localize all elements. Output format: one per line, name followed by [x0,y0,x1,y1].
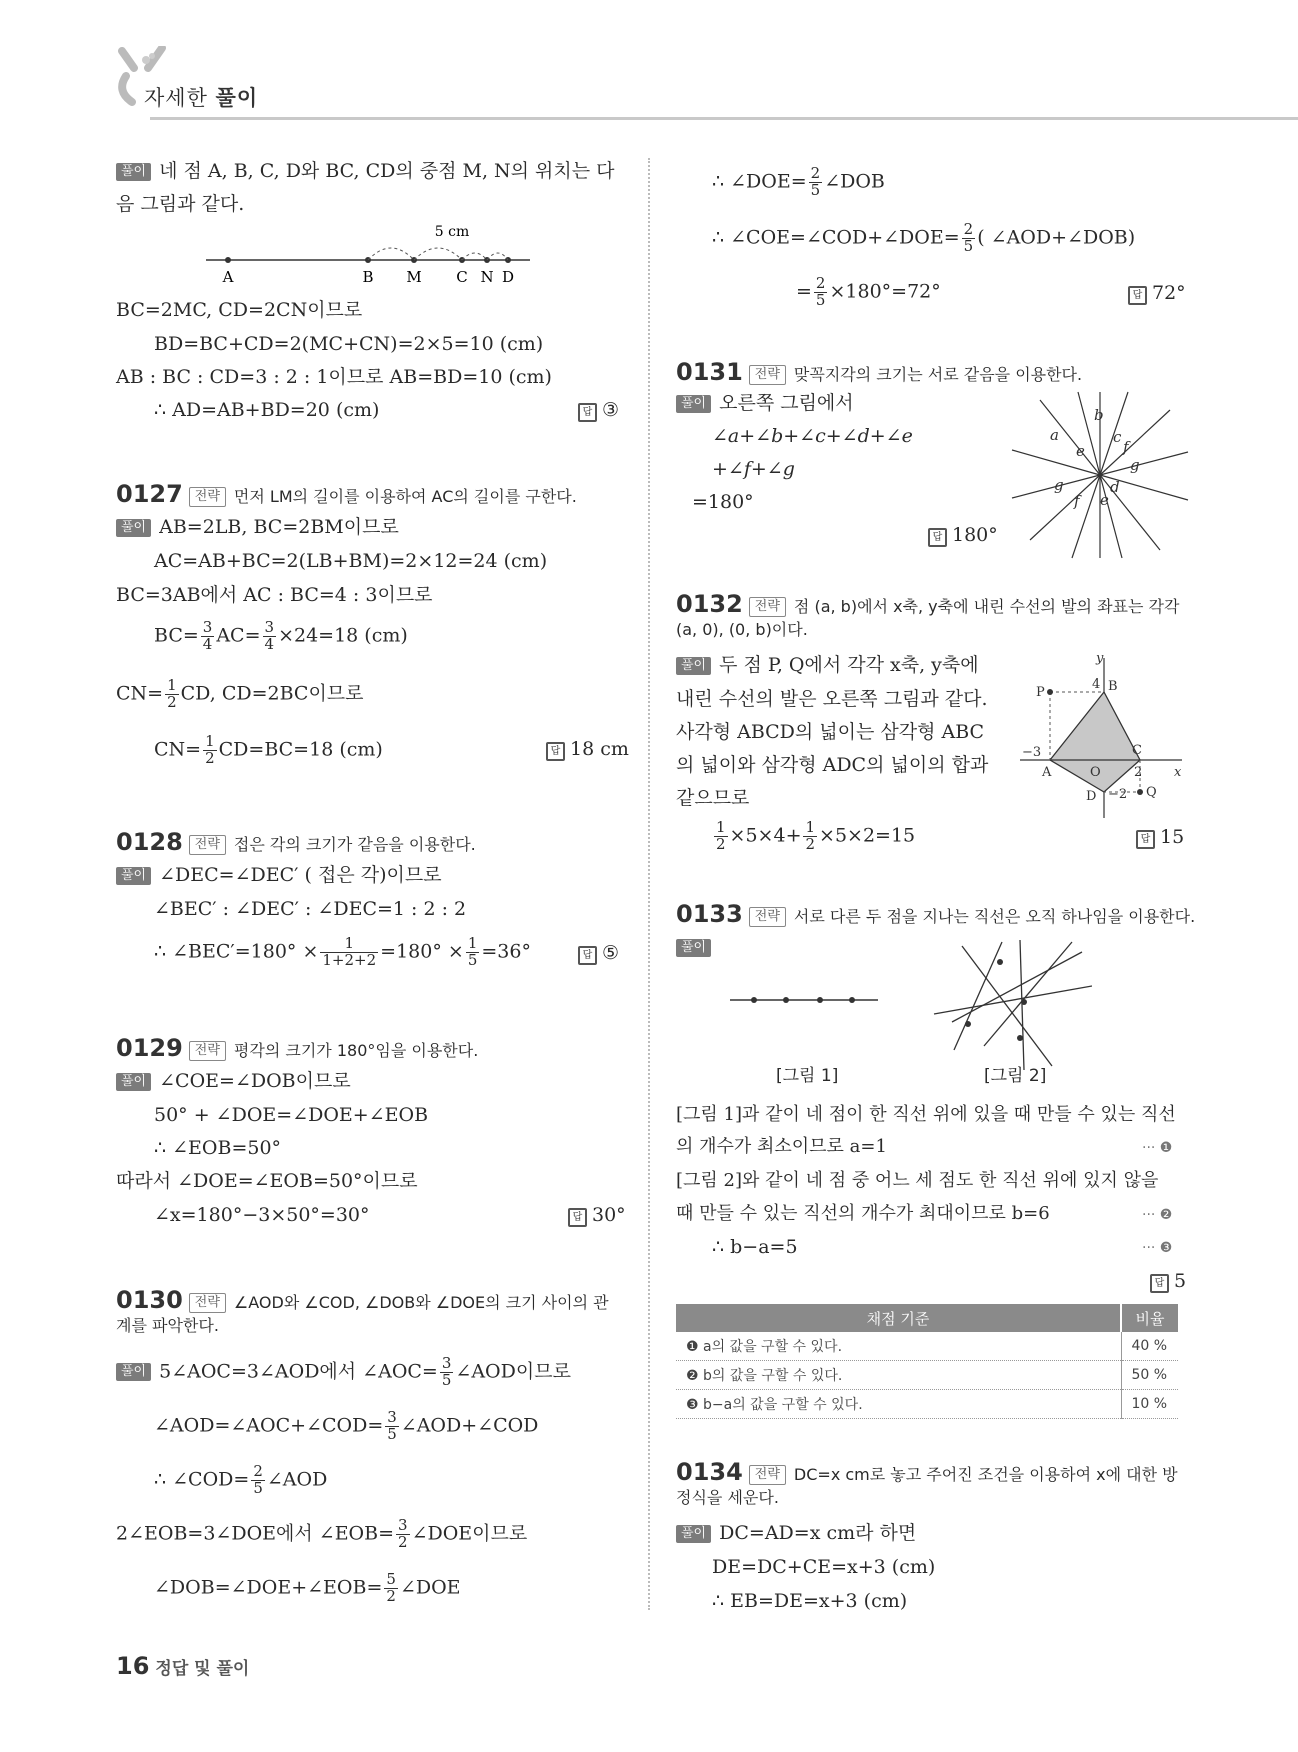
p0132-line4: 의 넓이와 삼각형 ADC의 넓이의 합과 [676,754,989,776]
p0130-line4: 2∠EOB=3∠DOE에서 ∠EOB= $\frac{3}{2}$ ∠DOE이므로 [116,1516,528,1551]
p0131-line2: ∠a+∠b+∠c+∠d+∠e [712,425,913,447]
p0127-line4: BC= $\frac{3}{4}$ AC= $\frac{3}{4}$ ×24=18 (cm) [154,618,408,653]
p0126-line1: 풀이 네 점 A, B, C, D와 BC, CD의 중점 M, N의 위치는 다 [116,160,615,183]
p0126-answer: 답 ③ [578,399,619,422]
page-number: 16 [116,1652,150,1680]
svg-text:O: O [1090,765,1101,780]
p0133-heading: 0133 전략 서로 다른 두 점을 지나는 직선은 오직 하나임을 이용한다. [676,900,1196,928]
p0134-line1: 풀이 DC=AD=x cm라 하면 [676,1522,916,1545]
p0130-line2: ∠AOD=∠AOC+∠COD= $\frac{3}{5}$ ∠AOD+∠COD [154,1408,539,1443]
p0126-line2: 음 그림과 같다. [116,193,245,215]
p0133-fig1-caption: [그림 1] [776,1066,839,1086]
p0130-strategy-cont: 계를 파악한다. [116,1316,219,1335]
svg-text:5 cm: 5 cm [434,224,470,240]
table-row: ❶ a의 값을 구할 수 있다. 40 % [676,1332,1178,1361]
p0133-figure1 [724,990,884,1010]
p0127-line6: CN= $\frac{1}{2}$ CD=BC=18 (cm) [154,732,383,767]
p0126-line6: ∴ AD=AB+BD=20 (cm) [154,399,380,421]
p0132-line1: 풀이 두 점 P, Q에서 각각 x축, y축에 [676,654,979,677]
svg-text:C: C [1132,743,1142,758]
p0133-step1: ··· ❶ [1142,1140,1173,1156]
svg-text:B: B [1108,679,1118,694]
p0133-line2: 의 개수가 최소이므로 a=1 [676,1136,887,1157]
p0129-answer: 답 30° [568,1204,626,1227]
svg-text:a: a [1050,426,1059,444]
p0134-strategy-cont: 정식을 세운다. [676,1488,779,1507]
svg-text:f: f [1123,438,1129,456]
page-footer [116,1652,249,1680]
p0132-line3: 사각형 ABCD의 넓이는 삼각형 ABC [676,721,985,743]
header-title: 자세한 풀이 [144,86,259,110]
p0132-heading: 0132 전략 점 (a, b)에서 x축, y축에 내린 수선의 발의 좌표는 각각 [676,590,1180,618]
p0130-line7: ∴ ∠COE=∠COD+∠DOE= $\frac{2}{5}$ ( ∠AOD+∠DOB) [712,220,1136,255]
svg-text:Q: Q [1146,785,1157,800]
p0131-angle-figure [1010,390,1190,560]
p0127-line2: AC=AB+BC=2(LB+BM)=2×12=24 (cm) [154,550,548,572]
p0127-heading: 0127 전략 먼저 LM의 길이를 이용하여 AC의 길이를 구한다. [116,480,577,508]
p0127-line1: 풀이 AB=2LB, BC=2BM이므로 [116,516,399,539]
svg-text:−3: −3 [1022,745,1042,760]
p0128-heading: 0128 전략 접은 각의 크기가 같음을 이용한다. [116,828,476,856]
p0131-answer: 답 180° [928,524,998,547]
p0129-line1: 풀이 ∠COE=∠DOB이므로 [116,1070,351,1093]
p0126-line4: BD=BC+CD=2(MC+CN)=2×5=10 (cm) [154,333,544,355]
svg-text:d: d [1110,478,1120,496]
p0130-answer: 답 72° [1128,282,1186,305]
p0127-line3: BC=3AB에서 AC : BC=4 : 3이므로 [116,584,433,606]
p0130-line3: ∴ ∠COD= $\frac{2}{5}$ ∠AOD [154,1462,328,1497]
svg-text:4: 4 [1092,677,1101,692]
p0131-line3: +∠f+∠g [712,458,795,480]
p0131-heading: 0131 전략 맞꼭지각의 크기는 서로 같음을 이용한다. [676,358,1083,386]
p0133-line5: ∴ b−a=5 [712,1236,798,1258]
p0130-line8: = $\frac{2}{5}$ ×180°=72° [796,274,941,309]
p0132-answer: 답 15 [1136,826,1184,849]
p0129-heading: 0129 전략 평각의 크기가 180°임을 이용한다. [116,1034,479,1062]
p0129-line4: 따라서 ∠DOE=∠EOB=50°이므로 [116,1170,418,1192]
svg-text:y: y [1096,652,1104,666]
p0128-line2: ∠BEC′ : ∠DEC′ : ∠DEC=1 : 2 : 2 [154,898,467,920]
svg-text:P: P [1036,685,1045,700]
p0133-sol-tag: 풀이 [676,936,719,959]
svg-text:g: g [1054,476,1064,494]
svg-text:c: c [1113,428,1122,446]
p0127-answer: 답 18 cm [546,738,629,761]
p0133-answer: 답 5 [1150,1270,1186,1293]
p0130-heading: 0130 전략 ∠AOD와 ∠COD, ∠DOB와 ∠DOE의 크기 사이의 관 [116,1286,609,1314]
p0130-line5: ∠DOB=∠DOE+∠EOB= $\frac{5}{2}$ ∠DOE [154,1570,461,1605]
p0133-figure2 [932,940,1092,1070]
p0129-line3: ∴ ∠EOB=50° [154,1137,282,1159]
svg-text:e: e [1100,491,1109,509]
svg-text:e: e [1076,442,1085,460]
svg-text:C: C [456,268,468,284]
p0134-line3: ∴ EB=DE=x+3 (cm) [712,1590,908,1612]
p0128-line3: ∴ ∠BEC′=180° × $\frac{1}{1+2+2}$ =180° × $\frac{1}{5}$ =36° [154,934,531,969]
svg-text:M: M [406,268,422,284]
svg-text:g: g [1130,456,1140,474]
p0133-step2: ··· ❷ [1142,1207,1173,1223]
table-row: ❷ b의 값을 구할 수 있다. 50 % [676,1361,1178,1390]
svg-text:N: N [480,268,494,284]
svg-text:−2: −2 [1108,787,1128,802]
p0133-line4: 때 만들 수 있는 직선의 개수가 최대이므로 b=6 [676,1203,1050,1224]
p0129-line5: ∠x=180°−3×50°=30° [154,1204,370,1226]
score-header-ratio: 비율 [1121,1304,1178,1332]
p0127-line5: CN= $\frac{1}{2}$ CD, CD=2BC이므로 [116,676,364,711]
p0132-line5: 같으므로 [676,787,750,809]
p0126-line3: BC=2MC, CD=2CN이므로 [116,299,363,321]
p0132-strategy-cont: (a, 0), (0, b)이다. [676,620,808,639]
svg-text:A: A [1042,765,1052,780]
p0130-line6: ∴ ∠DOE= $\frac{2}{5}$ ∠DOB [712,164,885,199]
svg-text:D: D [1086,789,1097,804]
svg-text:B: B [362,268,374,284]
table-row: ❸ b−a의 값을 구할 수 있다. 10 % [676,1390,1178,1419]
p0128-line1: 풀이 ∠DEC=∠DEC′ ( 접은 각)이므로 [116,864,442,887]
score-header-criteria: 채점 기준 [676,1304,1121,1332]
p0133-fig2-caption: [그림 2] [984,1066,1047,1086]
p0126-line-figure [200,222,540,284]
column-divider [648,158,650,1610]
p0128-answer: 답 ⑤ [578,942,619,965]
svg-text:x: x [1174,765,1182,780]
p0129-line2: 50° + ∠DOE=∠DOE+∠EOB [154,1104,429,1126]
p0126-line5: AB : BC : CD=3 : 2 : 1이므로 AB=BD=10 (cm) [116,366,552,388]
p0132-line2: 내린 수선의 발은 오른쪽 그림과 같다. [676,688,988,710]
p0133-scoring-table [676,1304,1178,1419]
svg-text:A: A [222,268,234,284]
p0134-heading: 0134 전략 DC=x cm로 놓고 주어진 조건을 이용하여 x에 대한 방 [676,1458,1178,1486]
p0130-line1: 풀이 5∠AOC=3∠AOD에서 ∠AOC= $\frac{3}{5}$ ∠AOD이므로 [116,1356,571,1389]
footer-label: 정답 및 풀이 [155,1659,250,1679]
p0131-line4: =180° [692,491,754,513]
header-rule [150,117,1298,120]
svg-text:f: f [1074,492,1080,510]
p0134-line2: DE=DC+CE=x+3 (cm) [712,1556,936,1578]
p0132-line6: $\frac{1}{2}$ ×5×4+ $\frac{1}{2}$ ×5×2=15 [716,818,916,853]
p0131-line1: 풀이 오른쪽 그림에서 [676,392,854,415]
svg-text:b: b [1094,406,1104,424]
p0133-step3: ··· ❸ [1142,1240,1173,1256]
p0133-line3: [그림 2]와 같이 네 점 중 어느 세 점도 한 직선 위에 있지 않을 [676,1170,1159,1191]
p0132-coordinate-figure [1016,652,1186,822]
svg-text:2: 2 [1134,765,1143,780]
svg-text:D: D [501,268,515,284]
p0133-line1: [그림 1]과 같이 네 점이 한 직선 위에 있을 때 만들 수 있는 직선 [676,1104,1176,1125]
